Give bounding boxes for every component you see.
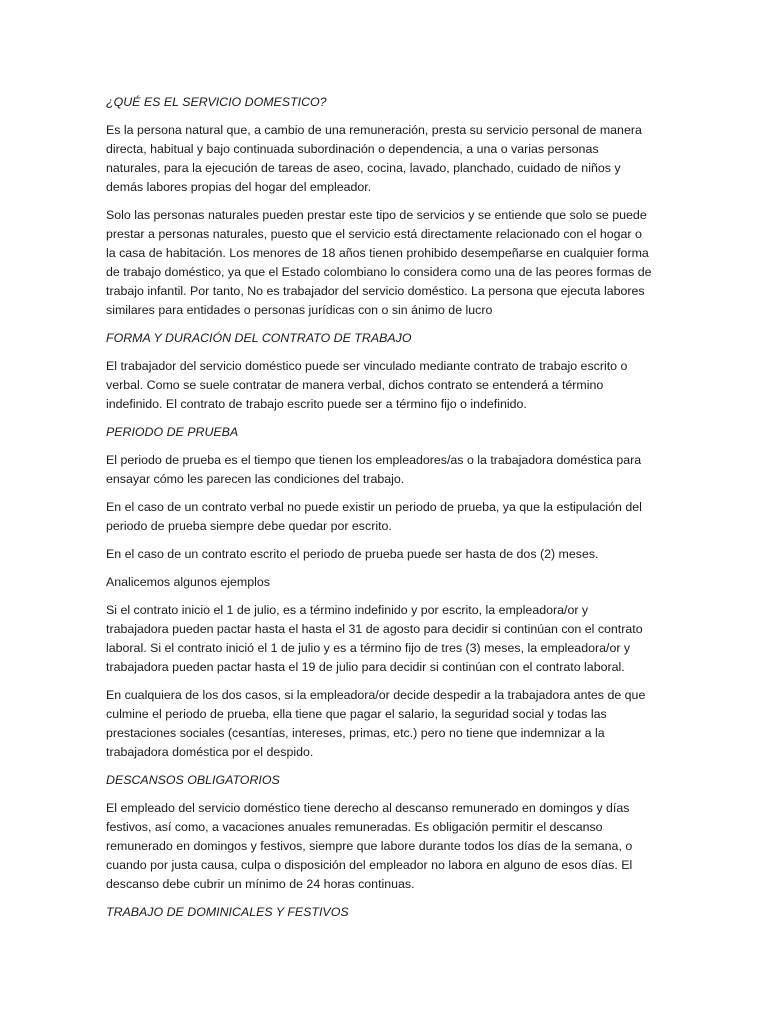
text-line: festivos, así como, a vacaciones anuales remuneradas. Es obligación permitir el descanso xyxy=(106,820,603,834)
text-line: En el caso de un contrato escrito el periodo de prueba puede ser hasta de dos (2) meses. xyxy=(106,547,599,561)
text-line: trabajadora pueden pactar hasta el hasta el 31 de agosto para decidir si continúan con el contrato xyxy=(106,622,643,636)
text-line: laboral. Si el contrato inició el 1 de julio y es a término fijo de tres (3) meses, la empleadora/or y xyxy=(106,641,631,655)
text-line: ensayar cómo les parecen las condiciones del trabajo. xyxy=(106,472,405,486)
para-definicion xyxy=(106,121,662,197)
text-line: naturales, para la ejecución de tareas de aseo, cocina, lavado, planchado, cuidado de niños y xyxy=(106,161,621,175)
para-ejemplos xyxy=(106,601,662,677)
document-page xyxy=(106,93,662,931)
text-line: Si el contrato inicio el 1 de julio, es a término indefinido y por escrito, la empleadora/or y xyxy=(106,603,589,617)
text-line: verbal. Como se suele contratar de manera verbal, dichos contrato se entenderá a término xyxy=(106,378,604,392)
para-descansos xyxy=(106,799,662,894)
para-vinculacion xyxy=(106,357,662,414)
para-periodo-prueba-def xyxy=(106,451,662,489)
text-line: remunerado en domingos y festivos, siempre que labore durante todos los días de la semana, o xyxy=(106,839,633,853)
text-line: El trabajador del servicio doméstico puede ser vinculado mediante contrato de trabajo escrito o xyxy=(106,359,628,373)
heading-que-es: ¿QUÉ ES EL SERVICIO DOMESTICO? xyxy=(106,95,327,109)
text-line: trabajo infantil. Por tanto, No es trabajador del servicio doméstico. La persona que ejecuta labores xyxy=(106,284,645,298)
text-line: En el caso de un contrato verbal no puede existir un periodo de prueba, ya que la estipulación del xyxy=(106,500,642,514)
para-contrato-verbal xyxy=(106,498,662,536)
subheading-ejemplos: Analicemos algunos ejemplos xyxy=(106,575,270,589)
heading-dominicales: TRABAJO DE DOMINICALES Y FESTIVOS xyxy=(106,905,349,919)
text-line: indefinido. El contrato de trabajo escrito puede ser a término fijo o indefinido. xyxy=(106,397,527,411)
text-line: cuando por justa causa, culpa o disposición del empleador no labora en alguno de esos días. El xyxy=(106,858,633,872)
text-line: demás labores propias del hogar del empleador. xyxy=(106,180,372,194)
text-line: En cualquiera de los dos casos, si la empleadora/or decide despedir a la trabajadora antes de que xyxy=(106,688,646,702)
text-line: periodo de prueba siempre debe quedar por escrito. xyxy=(106,519,392,533)
para-despido xyxy=(106,686,662,762)
text-line: descanso debe cubrir un mínimo de 24 horas continuas. xyxy=(106,877,415,891)
text-line: Es la persona natural que, a cambio de una remuneración, presta su servicio personal de manera xyxy=(106,123,642,137)
text-line: trabajadora doméstica por el despido. xyxy=(106,745,314,759)
para-contrato-escrito xyxy=(106,545,662,564)
text-line: directa, habitual y bajo continuada subordinación o dependencia, a una o varias personas xyxy=(106,142,599,156)
text-line: El empleado del servicio doméstico tiene derecho al descanso remunerado en domingos y días xyxy=(106,801,630,815)
text-line: El periodo de prueba es el tiempo que tienen los empleadores/as o la trabajadora doméstica para xyxy=(106,453,642,467)
para-personas-naturales xyxy=(106,206,662,320)
text-line: similares para entidades o personas jurídicas con o sin ánimo de lucro xyxy=(106,303,493,317)
text-line: prestaciones sociales (cesantías, intereses, primas, etc.) pero no tiene que indemnizar a la xyxy=(106,726,605,740)
heading-periodo-prueba: PERIODO DE PRUEBA xyxy=(106,425,239,439)
text-line: culmine el periodo de prueba, ella tiene que pagar el salario, la seguridad social y todas las xyxy=(106,707,607,721)
text-line: de trabajo doméstico, ya que el Estado colombiano lo considera como una de las peores formas de xyxy=(106,265,652,279)
text-line: Solo las personas naturales pueden prestar este tipo de servicios y se entiende que solo se puede xyxy=(106,208,647,222)
heading-descansos: DESCANSOS OBLIGATORIOS xyxy=(106,773,280,787)
text-line: la casa de habitación. Los menores de 18 años tienen prohibido desempeñarse en cualquier forma xyxy=(106,246,649,260)
heading-forma-duracion: FORMA Y DURACIÓN DEL CONTRATO DE TRABAJO xyxy=(106,331,412,345)
text-line: trabajadora pueden pactar hasta el 19 de julio para decidir si continúan con el contrato laboral. xyxy=(106,660,625,674)
text-line: prestar a personas naturales, puesto que el servicio está directamente relacionado con el hogar o xyxy=(106,227,642,241)
